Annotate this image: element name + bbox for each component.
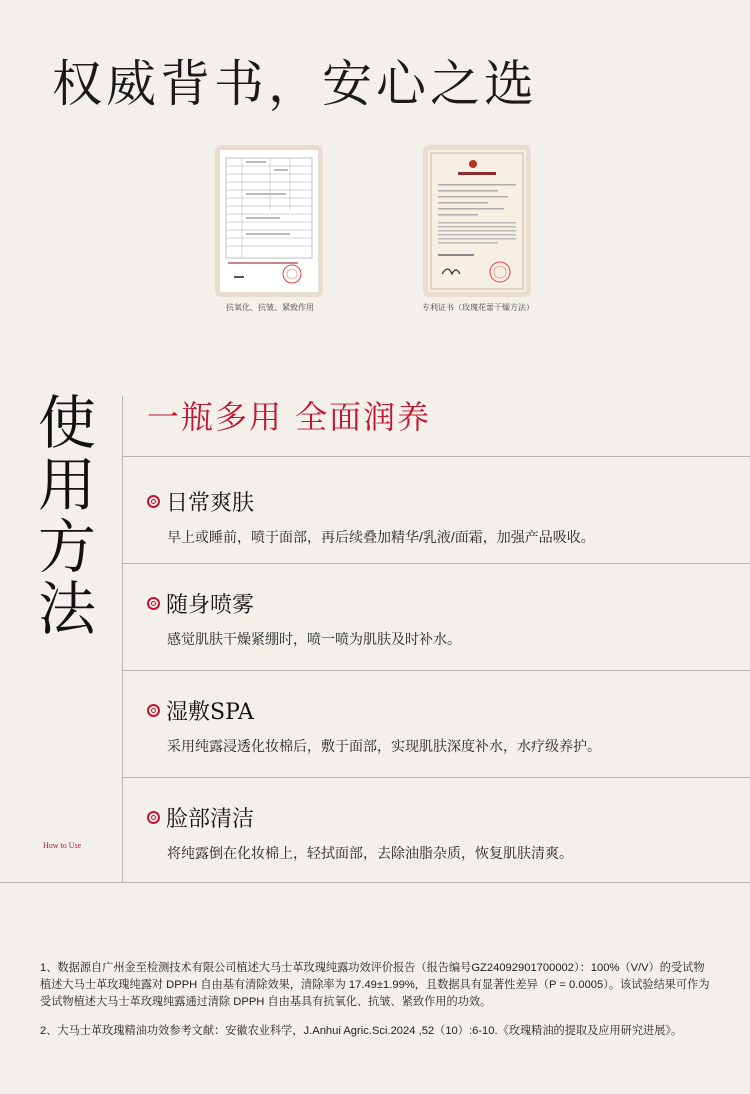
usage-item-desc: 采用纯露浸透化妆棉后，敷于面部，实现肌肤深度补水，水疗级养护。 [167,738,601,754]
usage-item-title: 脸部清洁 [166,807,255,832]
test-report-caption: 抗氧化、抗皱、紧致作用 [226,303,314,312]
divider [122,777,750,778]
divider [0,882,750,883]
usage-title [36,389,98,643]
usage-subtitle: How to Use [43,841,82,850]
footnote: 2、大马士革玫瑰精油功效参考文献：安徽农业科学，J.Anhui Agric.Sci.2024 ,52（10）:6-10.《玫瑰精油的提取及应用研究进展》。 [40,1025,683,1037]
usage-title-char: 使 [37,389,96,457]
usage-item-desc: 将纯露倒在化妆棉上，轻拭面部，去除油脂杂质，恢复肌肤清爽。 [167,845,573,861]
circle-bullet-icon [147,811,160,824]
test-report-certificate [215,145,323,297]
page-headline: 权威背书，安心之选 [52,55,538,113]
patent-certificate [423,145,531,297]
circle-bullet-icon [147,597,160,610]
usage-title-char: 法 [37,575,96,643]
usage-item [147,588,461,649]
vertical-divider [122,396,123,882]
usage-item-desc: 感觉肌肤干燥紧绷时，喷一喷为肌肤及时补水。 [167,631,461,647]
circle-bullet-icon [147,704,160,717]
usage-item [147,486,595,547]
slogan: 一瓶多用 全面润养 [147,398,432,436]
usage-item [147,695,601,756]
usage-item-desc: 早上或睡前，喷于面部，再后续叠加精华/乳液/面霜，加强产品吸收。 [167,529,595,545]
usage-title-char: 方 [37,513,96,581]
footnote: 1、数据源自广州金至检测技术有限公司植述大马士革玫瑰纯露功效评价报告（报告编号GZ24092901700002）：100%（V/V）的受试物植述大马士革玫瑰纯露对 DPPH 自由基有清除效果，清除率为 17.49±1.99%，且数据具有显著性差异（P = 0.0005）。该试验结果可作为受试物植述大马士革玫瑰纯露通过清除 DPPH 自由基具有抗氧化、抗皱、紧致作用的功效。 [40,962,710,1008]
usage-item [147,802,573,863]
circle-bullet-icon [147,495,160,508]
usage-item-title: 湿敷SPA [166,700,254,725]
usage-item-title: 日常爽肤 [166,491,255,516]
test-report-image [220,150,318,292]
usage-item-title: 随身喷雾 [166,593,255,618]
usage-title-char: 用 [37,451,96,519]
patent-caption: 专利证书（玫瑰花蕾干燥方法） [422,303,534,312]
patent-image [428,150,526,292]
footnotes [40,960,712,1052]
divider [122,456,750,457]
divider [122,563,750,564]
divider [122,670,750,671]
